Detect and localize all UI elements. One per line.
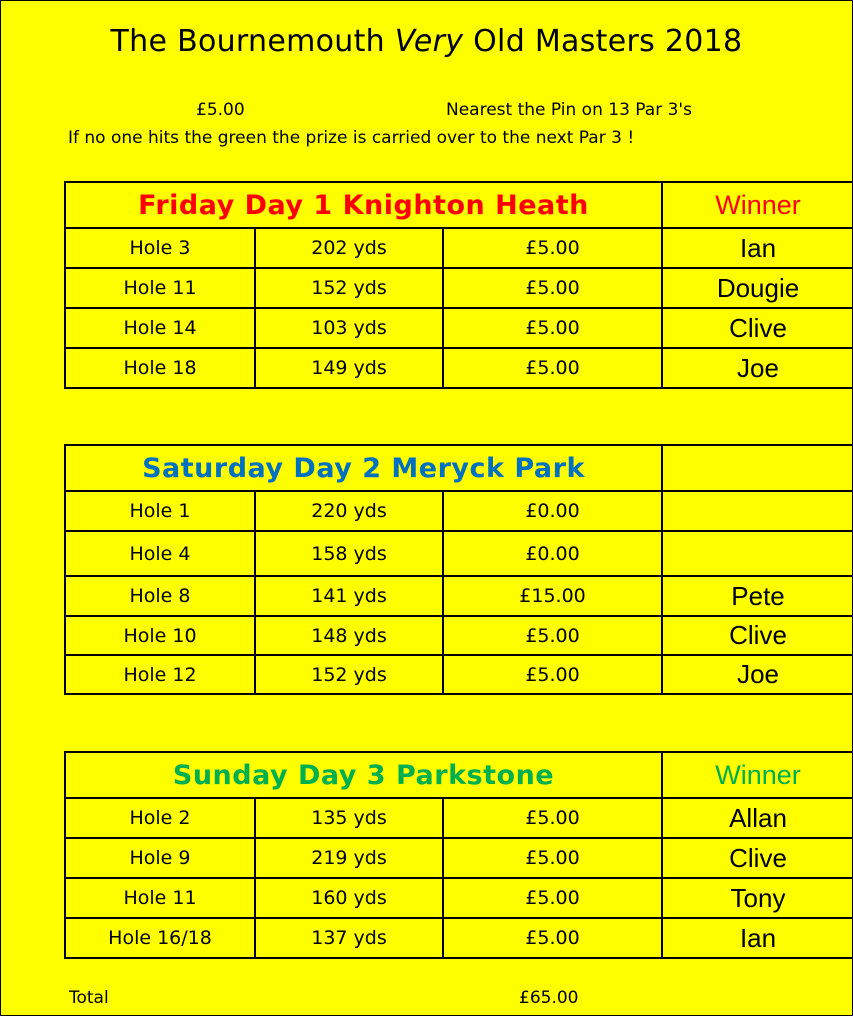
table-row xyxy=(65,531,853,576)
competition-name: Nearest the Pin on 13 Par 3's xyxy=(446,100,692,120)
yards-cell: 152 yds xyxy=(255,268,443,308)
yards-cell: 137 yds xyxy=(255,918,443,958)
hole-cell: Hole 11 xyxy=(65,878,255,918)
prize-cell: £5.00 xyxy=(443,918,662,958)
prize-cell: £5.00 xyxy=(443,268,662,308)
title-prefix: The Bournemouth xyxy=(110,24,395,59)
hole-cell: Hole 1 xyxy=(65,491,255,531)
total-value: £65.00 xyxy=(519,988,579,1008)
winner-cell: Joe xyxy=(662,655,853,694)
table-row xyxy=(65,308,853,348)
prize-cell: £5.00 xyxy=(443,838,662,878)
yards-cell: 103 yds xyxy=(255,308,443,348)
table-row xyxy=(65,576,853,616)
prize-cell: £15.00 xyxy=(443,576,662,616)
prize-cell: £5.00 xyxy=(443,878,662,918)
winner-cell: Clive xyxy=(662,616,853,655)
yards-cell: 149 yds xyxy=(255,348,443,388)
table-row xyxy=(65,268,853,308)
yards-cell: 152 yds xyxy=(255,655,443,694)
saturday-table xyxy=(64,444,853,695)
prize-amount: £5.00 xyxy=(196,100,245,120)
table-row xyxy=(65,348,853,388)
hole-cell: Hole 2 xyxy=(65,798,255,838)
hole-cell: Hole 14 xyxy=(65,308,255,348)
friday-table xyxy=(64,181,853,389)
title-emphasis: Very xyxy=(394,24,464,59)
sunday-heading: Sunday Day 3 Parkstone xyxy=(65,752,662,798)
yards-cell: 219 yds xyxy=(255,838,443,878)
yards-cell: 141 yds xyxy=(255,576,443,616)
sunday-header-row xyxy=(65,752,853,798)
page-title xyxy=(0,24,853,59)
saturday-heading: Saturday Day 2 Meryck Park xyxy=(65,445,662,491)
winner-cell xyxy=(662,531,853,576)
hole-cell: Hole 18 xyxy=(65,348,255,388)
sunday-table xyxy=(64,751,853,959)
table-row xyxy=(65,918,853,958)
hole-cell: Hole 3 xyxy=(65,228,255,268)
winner-cell: Tony xyxy=(662,878,853,918)
hole-cell: Hole 10 xyxy=(65,616,255,655)
friday-winner-heading: Winner xyxy=(662,182,853,228)
winner-cell xyxy=(662,491,853,531)
saturday-header-row xyxy=(65,445,853,491)
title-suffix: Old Masters 2018 xyxy=(463,24,743,59)
winner-cell: Joe xyxy=(662,348,853,388)
hole-cell: Hole 11 xyxy=(65,268,255,308)
friday-header-row xyxy=(65,182,853,228)
table-row xyxy=(65,655,853,694)
hole-cell: Hole 9 xyxy=(65,838,255,878)
winner-cell: Clive xyxy=(662,838,853,878)
hole-cell: Hole 12 xyxy=(65,655,255,694)
yards-cell: 220 yds xyxy=(255,491,443,531)
hole-cell: Hole 4 xyxy=(65,531,255,576)
friday-heading: Friday Day 1 Knighton Heath xyxy=(65,182,662,228)
table-row xyxy=(65,798,853,838)
hole-cell: Hole 16/18 xyxy=(65,918,255,958)
yards-cell: 160 yds xyxy=(255,878,443,918)
winner-cell: Ian xyxy=(662,918,853,958)
total-label: Total xyxy=(69,988,109,1008)
winner-cell: Dougie xyxy=(662,268,853,308)
prize-cell: £5.00 xyxy=(443,228,662,268)
yards-cell: 202 yds xyxy=(255,228,443,268)
yards-cell: 135 yds xyxy=(255,798,443,838)
yards-cell: 158 yds xyxy=(255,531,443,576)
prize-cell: £5.00 xyxy=(443,348,662,388)
yards-cell: 148 yds xyxy=(255,616,443,655)
table-row xyxy=(65,838,853,878)
table-row xyxy=(65,228,853,268)
carry-over-rule: If no one hits the green the prize is carried over to the next Par 3 ! xyxy=(68,128,635,148)
table-row xyxy=(65,878,853,918)
table-row xyxy=(65,491,853,531)
prize-cell: £0.00 xyxy=(443,491,662,531)
prize-cell: £5.00 xyxy=(443,798,662,838)
prize-cell: £0.00 xyxy=(443,531,662,576)
prize-cell: £5.00 xyxy=(443,308,662,348)
hole-cell: Hole 8 xyxy=(65,576,255,616)
winner-cell: Pete xyxy=(662,576,853,616)
prize-cell: £5.00 xyxy=(443,616,662,655)
table-row xyxy=(65,616,853,655)
winner-cell: Clive xyxy=(662,308,853,348)
saturday-winner-heading xyxy=(662,445,853,491)
winner-cell: Allan xyxy=(662,798,853,838)
winner-cell: Ian xyxy=(662,228,853,268)
sunday-winner-heading: Winner xyxy=(662,752,853,798)
prize-cell: £5.00 xyxy=(443,655,662,694)
